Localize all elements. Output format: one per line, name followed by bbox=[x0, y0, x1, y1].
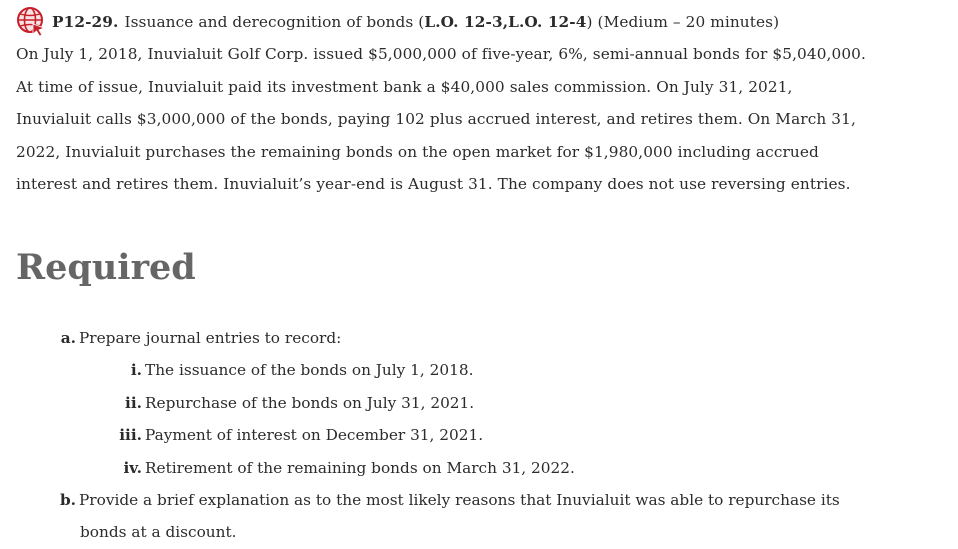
requirement-text: Provide a brief explanation as to the most likely reasons that Inuvialuit was able to repurchase its bbox=[79, 490, 840, 509]
requirement-text: bonds at a discount. bbox=[80, 523, 237, 542]
requirement-marker: ii. bbox=[125, 393, 142, 412]
requirement-subitem bbox=[0, 452, 958, 484]
problem-text-line: 2022, Inuvialuit purchases the remaining bonds on the open market for $1,980,000 including accrued bbox=[16, 142, 819, 161]
requirement-subitem bbox=[0, 387, 958, 419]
requirement-marker: i. bbox=[130, 361, 142, 380]
problem-id: P12-29. bbox=[52, 13, 119, 31]
globe-icon bbox=[16, 6, 46, 36]
requirement-item bbox=[0, 484, 958, 516]
requirement-text: Retirement of the remaining bonds on March 31, 2022. bbox=[145, 458, 575, 477]
learning-objective-1: L.O. 12-3 bbox=[424, 13, 503, 31]
problem-header bbox=[16, 6, 946, 38]
requirement-subitem bbox=[0, 354, 958, 386]
requirement-continuation bbox=[0, 516, 958, 548]
requirement-subitem bbox=[0, 419, 958, 451]
requirement-text: Repurchase of the bonds on July 31, 2021. bbox=[145, 393, 475, 412]
required-heading: Required bbox=[16, 247, 196, 288]
required-list bbox=[0, 322, 958, 549]
requirement-item bbox=[0, 322, 958, 354]
problem-text-line: Inuvialuit calls $3,000,000 of the bonds, paying 102 plus accrued interest, and retires them. On March 31, bbox=[16, 110, 856, 129]
learning-objective-separator: , bbox=[502, 13, 509, 31]
requirement-marker: iv. bbox=[123, 458, 142, 477]
problem-title-end: ) (Medium – 20 minutes) bbox=[586, 13, 780, 31]
learning-objective-2: L.O. 12-4 bbox=[508, 13, 587, 31]
requirement-marker: a. bbox=[60, 329, 76, 347]
problem-text-line: On July 1, 2018, Inuvialuit Golf Corp. issued $5,000,000 of five-year, 6%, semi-annual bonds for $5,040,000. bbox=[16, 45, 866, 64]
problem-text-line: interest and retires them. Inuvialuit’s year-end is August 31. The company does not use reversing entries. bbox=[16, 175, 851, 194]
requirement-marker: iii. bbox=[119, 426, 142, 445]
problem-statement bbox=[16, 6, 946, 200]
requirement-text: Prepare journal entries to record: bbox=[79, 329, 342, 347]
problem-title-start: Issuance and derecognition of bonds ( bbox=[124, 13, 425, 31]
requirement-text: The issuance of the bonds on July 1, 2018. bbox=[145, 361, 474, 380]
requirement-text: Payment of interest on December 31, 2021. bbox=[145, 426, 484, 445]
problem-text-line: At time of issue, Inuvialuit paid its investment bank a $40,000 sales commission. On July 31, 2021, bbox=[16, 77, 793, 96]
requirement-marker: b. bbox=[59, 490, 76, 509]
